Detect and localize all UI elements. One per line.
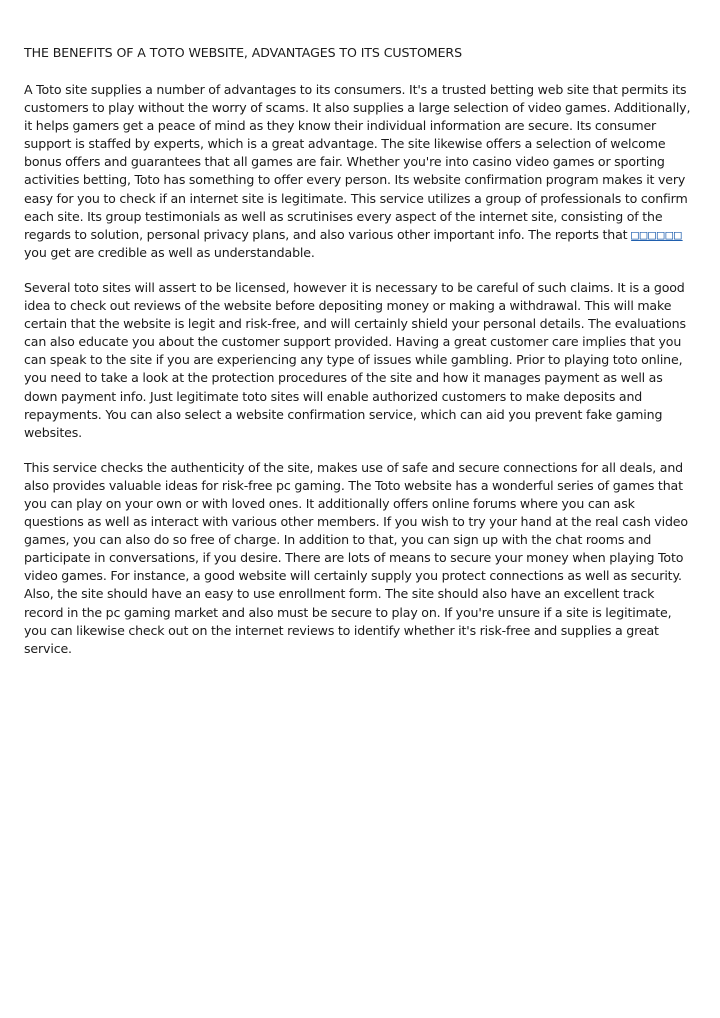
paragraph-1-text-before-link: A Toto site supplies a number of advantages to its consumers. It's a trusted betting web site that permits its customers to play without the worry of scams. It also supplies a large selection of video games. Additionally, it helps gamers get a peace of mind as they know their individual information are secure. Its consumer support is staffed by experts, which is a great advantage. The site likewise offers a selection of welcome bonus offers and guarantees that all games are fair. Whether you're into casino video games or sporting activities betting, Toto has something to offer every person. Its website confirmation program makes it very easy for you to check if an internet site is legitimate. This service utilizes a group of professionals to confirm each site. Its group testimonials as well as scrutinises every aspect of the internet site, consisting of the regards to solution, personal privacy plans, and also various other important info. The reports that — [24, 82, 691, 242]
paragraph-1-text-after-link: you get are credible as well as understandable. — [24, 244, 315, 260]
paragraph-2: Several toto sites will assert to be licensed, however it is necessary to be careful of such claims. It is a good idea to check out reviews of the website before depositing money or making a withdrawal. This will make certain that the website is legit and risk-free, and will certainly shield your personal details. The evaluations can also educate you about the customer support provided. Having a great customer care implies that you can speak to the site if you are experiencing any type of issues while gambling. Prior to playing toto online, you need to take a look at the protection procedures of the site and how it manages payment as well as down payment info. Just legitimate toto sites will enable authorized customers to make deposits and repayments. You can also select a website confirmation service, which can aid you prevent fake gaming websites. — [24, 279, 686, 440]
document-title: THE BENEFITS OF A TOTO WEBSITE, ADVANTAGES TO ITS CUSTOMERS — [24, 45, 462, 60]
paragraph-3: This service checks the authenticity of the site, makes use of safe and secure connections for all deals, and also provides valuable ideas for risk-free pc gaming. The Toto website has a wonderful series of games that you can play on your own or with loved ones. It additionally offers online forums where you can ask questions as well as interact with various other members. If you wish to try your hand at the real cash video games, you can also do so free of charge. In addition to that, you can sign up with the chat rooms and participate in conversations, if you desire. There are lots of means to secure your money when playing Toto video games. For instance, a good website will certainly supply you protect connections as well as security. Also, the site should have an easy to use enrollment form. The site should also have an excellent track record in the pc gaming market and also must be secure to play on. If you're unsure if a site is legitimate, you can likewise check out on the internet reviews to identify whether it's risk-free and supplies a great service. — [24, 459, 688, 656]
toto-site-link[interactable]: □□□□□□ — [631, 226, 683, 242]
paragraph-1 — [24, 81, 696, 262]
